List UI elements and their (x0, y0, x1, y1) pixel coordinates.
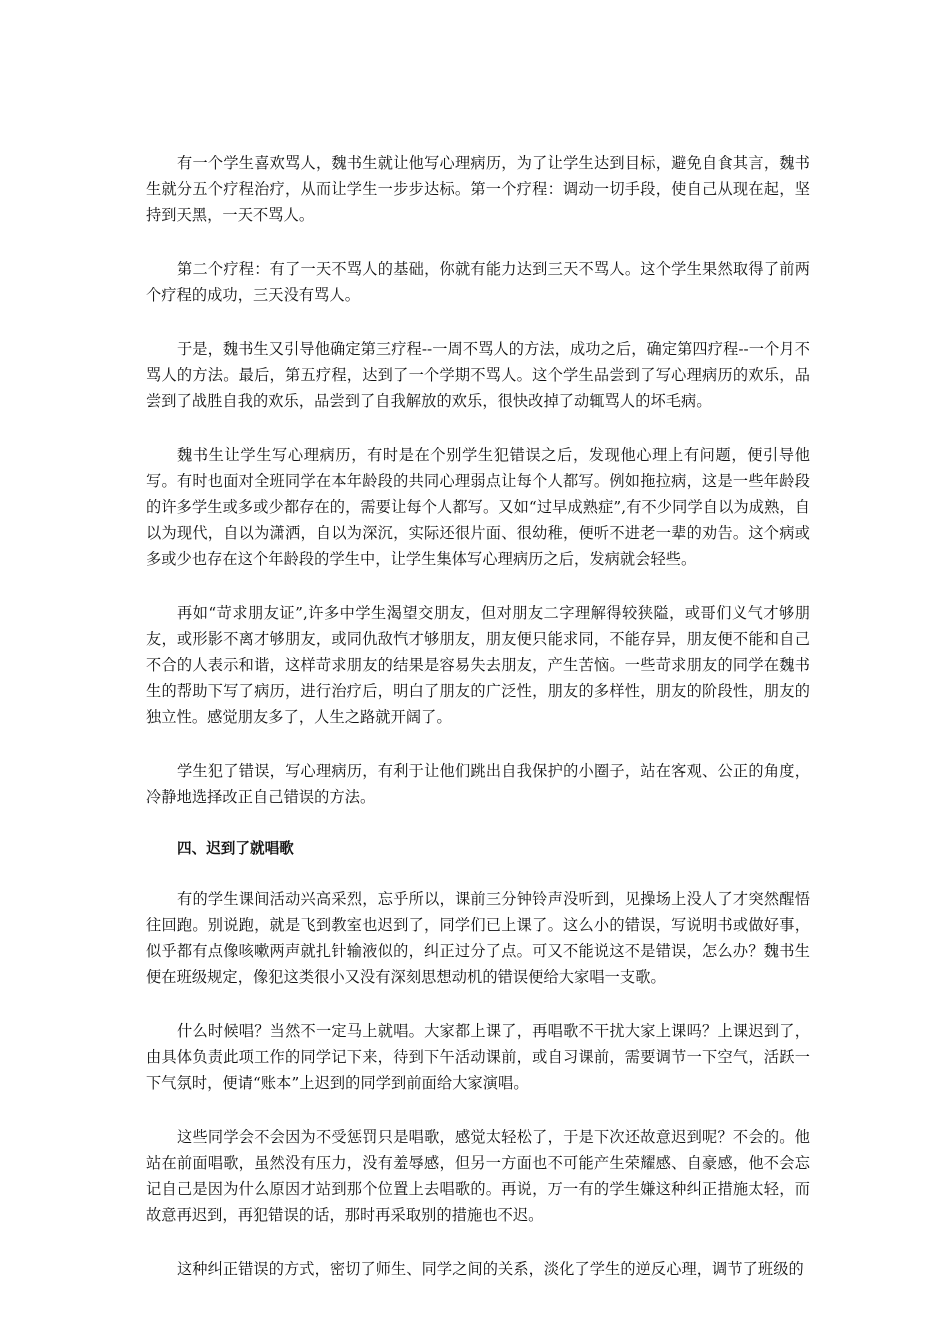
paragraph: 有的学生课间活动兴高采烈，忘乎所以，课前三分钟铃声没听到，见操场上没人了才突然醒悟往回跑。别说跑，就是飞到教室也迟到了，同学们已上课了。这么小的错误，写说明书或做好事，似乎都有点像咳嗽两声就扎针输液似的，纠正过分了点。可又不能说这不是错误，怎么办？魏书生便在班级规定，像犯这类很小又没有深刻思想动机的错误便给大家唱一支歌。 (146, 890, 810, 986)
paragraph: 什么时候唱？当然不一定马上就唱。大家都上课了，再唱歌不干扰大家上课吗？上课迟到了，由具体负责此项工作的同学记下来，待到下午活动课前，或自习课前，需要调节一下空气，活跃一下气氛时，便请“账本”上迟到的同学到前面给大家演唱。 (146, 1022, 810, 1092)
paragraph: 有一个学生喜欢骂人，魏书生就让他写心理病历，为了让学生达到目标，避免自食其言，魏书生就分五个疗程治疗，从而让学生一步步达标。第一个疗程：调动一切手段，使自己从现在起，坚持到天黑，一天不骂人。 (146, 154, 810, 224)
paragraph: 学生犯了错误，写心理病历，有利于让他们跳出自我保护的小圈子，站在客观、公正的角度，冷静地选择改正自己错误的方法。 (146, 762, 810, 806)
paragraph: 于是，魏书生又引导他确定第三疗程--一周不骂人的方法，成功之后，确定第四疗程--一个月不骂人的方法。最后，第五疗程，达到了一个学期不骂人。这个学生品尝到了写心理病历的欢乐，品尝到了战胜自我的欢乐，品尝到了自我解放的欢乐，很快改掉了动辄骂人的坏毛病。 (146, 340, 810, 410)
section-heading: 四、迟到了就唱歌 (177, 840, 294, 857)
document-page (146, 150, 810, 1310)
paragraph: 魏书生让学生写心理病历，有时是在个别学生犯错误之后，发现他心理上有问题，便引导他写。有时也面对全班同学在本年龄段的共同心理弱点让每个人都写。例如拖拉病，这是一些年龄段的许多学生或多或少都存在的，需要让每个人都写。又如“过早成熟症”,有不少同学自以为成熟，自以为现代，自以为潇洒，自以为深沉，实际还很片面、很幼稚，便听不进老一辈的劝告。这个病或多或少也存在这个年龄段的学生中，让学生集体写心理病历之后，发病就会轻些。 (146, 446, 810, 568)
paragraph: 这些同学会不会因为不受惩罚只是唱歌，感觉太轻松了，于是下次还故意迟到呢？不会的。他站在前面唱歌，虽然没有压力，没有羞辱感，但另一方面也不可能产生荣耀感、自豪感，他不会忘记自己是因为什么原因才站到那个位置上去唱歌的。再说，万一有的学生嫌这种纠正措施太轻，而故意再迟到，再犯错误的话，那时再采取别的措施也不迟。 (146, 1128, 810, 1224)
paragraph: 这种纠正错误的方式，密切了师生、同学之间的关系，淡化了学生的逆反心理，调节了班级的 (177, 1260, 804, 1278)
paragraph: 第二个疗程：有了一天不骂人的基础，你就有能力达到三天不骂人。这个学生果然取得了前两个疗程的成功，三天没有骂人。 (146, 260, 810, 304)
paragraph: 再如“苛求朋友证”,许多中学生渴望交朋友，但对朋友二字理解得较狭隘，或哥们义气才够朋友，或形影不离才够朋友，或同仇敌忾才够朋友，朋友便只能求同，不能存异，朋友便不能和自己不合的人表示和谐，这样苛求朋友的结果是容易失去朋友，产生苦恼。一些苛求朋友的同学在魏书生的帮助下写了病历，进行治疗后，明白了朋友的广泛性，朋友的多样性，朋友的阶段性，朋友的独立性。感觉朋友多了，人生之路就开阔了。 (146, 604, 810, 726)
